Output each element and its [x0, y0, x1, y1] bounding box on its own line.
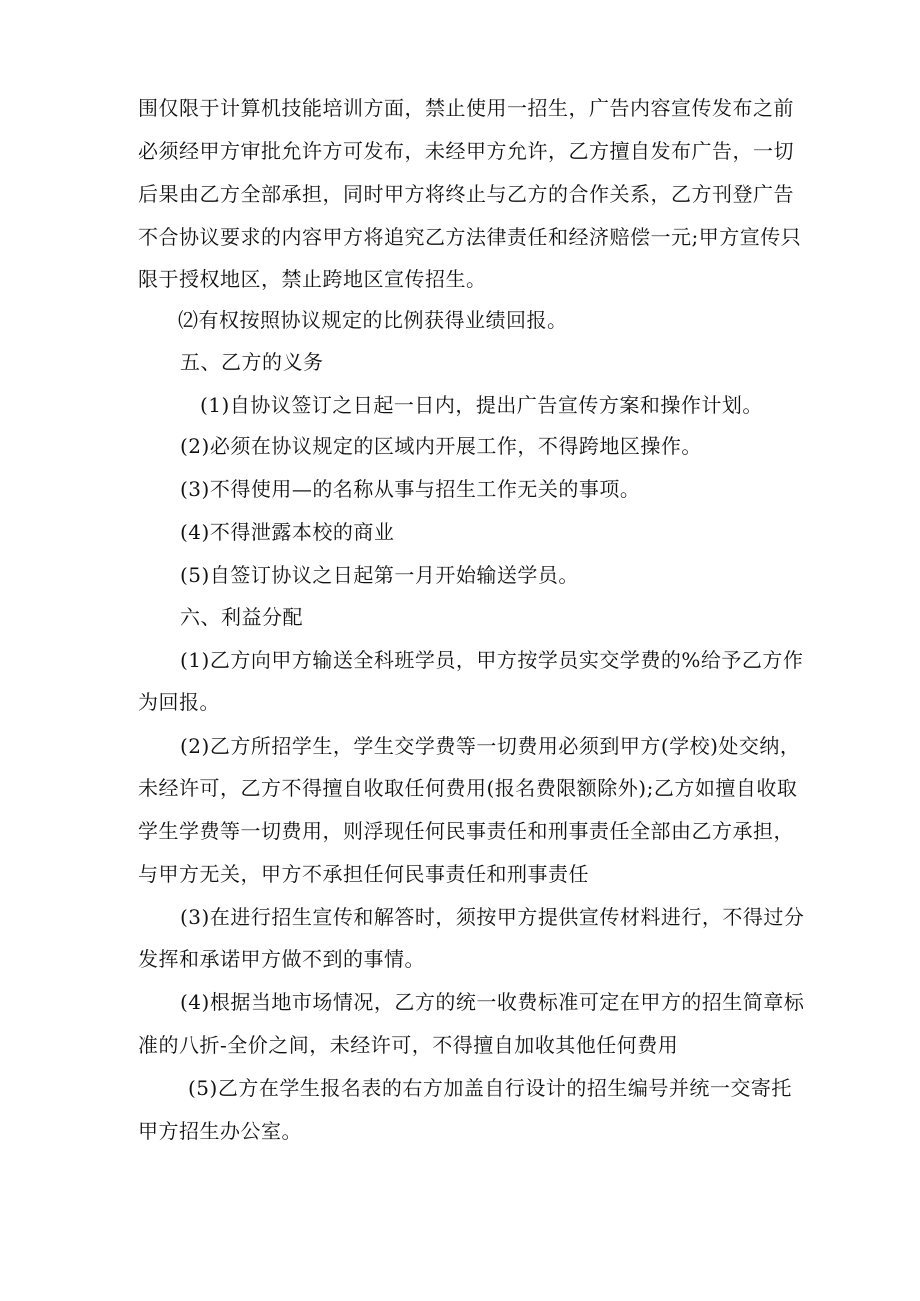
- list-item: (4)根据当地市场情况，乙方的统一收费标准可定在甲方的招生简章标: [180, 990, 805, 1014]
- paragraph-line: 准的八折-全价之间，未经许可，不得擅自加收其他任何费用: [138, 1033, 679, 1057]
- list-item: (3)不得使用—的名称从事与招生工作无关的事项。: [180, 477, 641, 501]
- paragraph-line: 与甲方无关，甲方不承担任何民事责任和刑事责任: [138, 862, 589, 886]
- paragraph-line: 后果由乙方全部承担，同时甲方将终止与乙方的合作关系，乙方刊登广告: [138, 182, 794, 206]
- paragraph-line: 甲方招生办公室。: [138, 1119, 302, 1143]
- paragraph-line: 限于授权地区，禁止跨地区宣传招生。: [138, 267, 487, 291]
- paragraph-line: 为回报。: [138, 690, 220, 714]
- list-item: (1)自协议签订之日起一日内，提出广告宣传方案和操作计划。: [200, 393, 763, 417]
- paragraph-line: 必须经甲方审批允许方可发布，未经甲方允许，乙方擅自发布广告，一切: [138, 139, 794, 163]
- paragraph-line: 未经许可，乙方不得擅自收取任何费用(报名费限额除外);乙方如擅自收取: [138, 776, 798, 800]
- paragraph-line: 发挥和承诺甲方做不到的事情。: [138, 947, 425, 971]
- list-item: (5)乙方在学生报名表的右方加盖自行设计的招生编号并统一交寄托: [188, 1076, 792, 1100]
- list-item: (5)自签订协议之日起第一月开始输送学员。: [180, 563, 579, 587]
- list-item: (4)不得泄露本校的商业: [180, 520, 395, 544]
- paragraph-line: 学生学费等一切费用，则浮现任何民事责任和刑事责任全部由乙方承担，: [138, 819, 794, 843]
- list-item: (2)乙方所招学生，学生交学费等一切费用必须到甲方(学校)处交纳，: [180, 734, 801, 758]
- paragraph-line: ⑵有权按照协议规定的比例获得业绩回报。: [178, 308, 568, 332]
- list-item: (3)在进行招生宣传和解答时，须按甲方提供宣传材料进行，不得过分: [180, 905, 805, 929]
- section-heading: 六、利益分配: [180, 605, 303, 629]
- list-item: (1)乙方向甲方输送全科班学员，甲方按学员实交学费的%给予乙方作: [180, 648, 804, 672]
- paragraph-line: 围仅限于计算机技能培训方面，禁止使用一招生，广告内容宣传发布之前: [138, 96, 794, 120]
- paragraph-line: 不合协议要求的内容甲方将追究乙方法律责任和经济赔偿一元;甲方宣传只: [138, 225, 802, 249]
- list-item: (2)必须在协议规定的区域内开展工作，不得跨地区操作。: [180, 434, 702, 458]
- section-heading: 五、乙方的义务: [180, 350, 324, 374]
